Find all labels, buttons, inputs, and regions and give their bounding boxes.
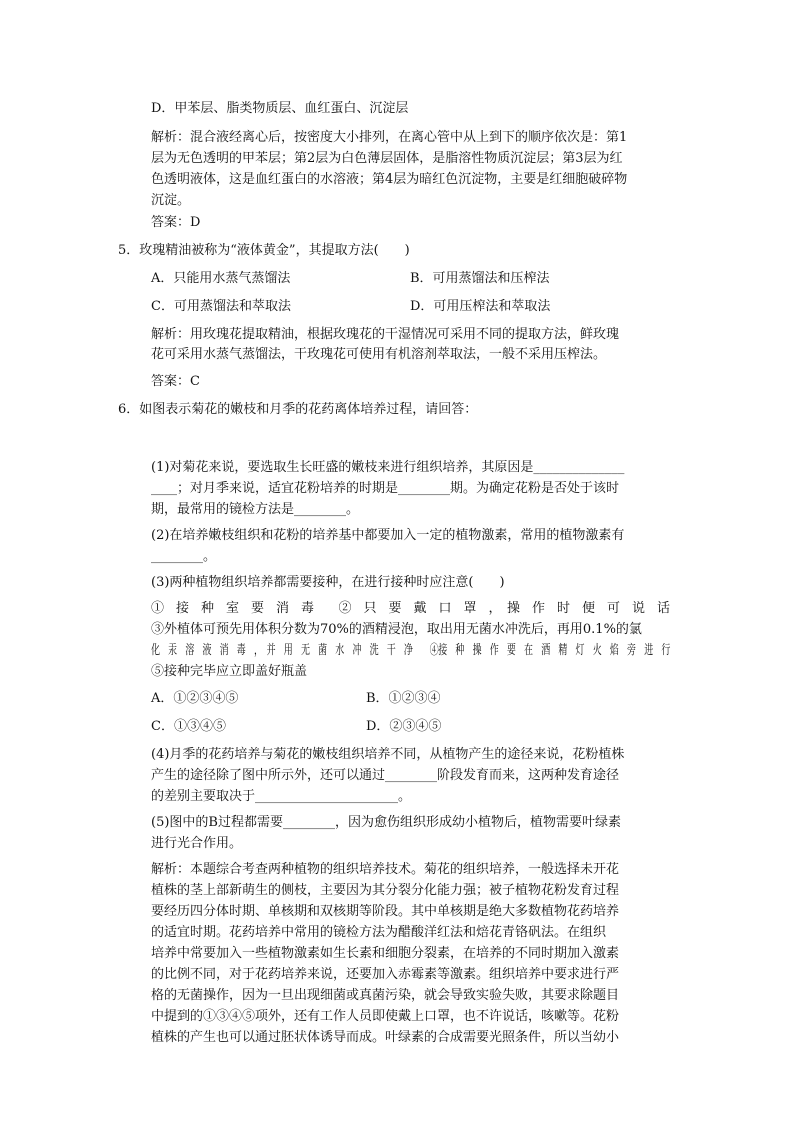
q4-explanation-line: 沉淀。: [151, 193, 191, 208]
q6-explanation-line: 培养中常要加入一些植物激素如生长素和细胞分裂素，在培养的不同时期加入激素: [151, 946, 620, 961]
q6-sub3-stem: (3)两种植物组织培养都需要接种，在进行接种时应注意( ): [151, 575, 505, 590]
q5-stem: 5．玫瑰精油被称为“液体黄金”，其提取方法( ): [118, 243, 410, 258]
q6-sub1-line: (1)对菊花来说，要选取生长旺盛的嫩枝来进行组织培养，其原因是______________: [151, 460, 625, 475]
q6-sub2-line: (2)在培养嫩枝组织和花粉的培养基中都要加入一定的植物激素，常用的植物激素有: [151, 528, 625, 543]
q6-sub3-option-c: C．①③④⑤: [151, 719, 226, 734]
q6-sub2-line: ________。: [151, 549, 217, 564]
q4-explanation-line: 层为无色透明的甲苯层；第2层为白色薄层固体，是脂溶性物质沉淀层；第3层为红: [151, 151, 623, 166]
q6-sub1-line: 期，最常用的镜检方法是________。: [151, 502, 360, 517]
q6-explanation-line: 解析：本题综合考查两种植物的组织培养技术。菊花的组织培养，一般选择未开花: [151, 862, 620, 877]
q5-option-d: D．可用压榨法和萃取法: [410, 299, 551, 314]
q6-sub3-item-line: ③外植体可预先用体积分数为70%的酒精浸泡，取出用无菌水冲洗后，再用0.1%的氯: [151, 622, 642, 637]
q6-sub3-option-b: B．①②③④: [366, 691, 441, 706]
q4-answer: 答案：D: [151, 215, 201, 230]
q5-option-b: B．可用蒸馏法和压榨法: [410, 271, 550, 286]
q6-sub3-option-d: D．②③④⑤: [366, 719, 442, 734]
q5-explanation-line: 解析：用玫瑰花提取精油，根据玫瑰花的干湿情况可采用不同的提取方法，鲜玫瑰: [151, 327, 620, 342]
q5-option-a: A．只能用水蒸气蒸馏法: [151, 271, 291, 286]
q6-stem: 6．如图表示菊花的嫩枝和月季的花药离体培养过程，请回答：: [118, 402, 478, 417]
q6-sub3-item-line: 化 汞 溶 液 消 毒 ， 并 用 无 菌 水 冲 洗 干 净 ④接 种 操 作 要 在 酒 精 灯 火 焰 旁 进 行: [151, 643, 670, 658]
q6-sub4-line: 产生的途径除了图中所示外，还可以通过________阶段发育而来，这两种发育途径: [151, 768, 620, 783]
q6-sub4-line: (4)月季的花药培养与菊花的嫩枝组织培养不同，从植物产生的途径来说，花粉植株: [151, 747, 625, 762]
q6-explanation-line: 中提到的①③④⑤项外，还有工作人员即使戴上口罩，也不许说话，咳嗽等。花粉: [151, 1009, 620, 1024]
q6-explanation-line: 的适宜时期。花药培养中常用的镜检方法为醋酸洋红法和焙花青铬矾法。在组织: [151, 925, 607, 940]
q5-answer: 答案：C: [151, 374, 200, 389]
q6-explanation-line: 的比例不同，对于花药培养来说，还要加入赤霉素等激素。组织培养中要求进行严: [151, 967, 620, 982]
q6-sub4-line: 的差别主要取决于______________________。: [151, 789, 412, 804]
q6-explanation-line: 要经历四分体时期、单核期和双核期等阶段。其中单核期是绝大多数植物花药培养: [151, 904, 620, 919]
q6-sub5-line: (5)图中的B过程都需要________，因为愈伤组织形成幼小植物后，植物需要叶绿素: [151, 815, 621, 830]
q4-option-d: D．甲苯层、脂类物质层、血红蛋白、沉淀层: [151, 101, 409, 116]
q5-option-c: C．可用蒸馏法和萃取法: [151, 299, 291, 314]
q6-sub1-line: ____；对月季来说，适宜花粉培养的时期是________期。为确定花粉是否处于该时: [151, 481, 620, 496]
q6-sub3-option-a: A．①②③④⑤: [151, 691, 239, 706]
q6-explanation-line: 植株的产生也可以通过胚状体诱导而成。叶绿素的合成需要光照条件，所以当幼小: [151, 1030, 620, 1045]
q6-sub3-item-line: ① 接 种 室 要 消 毒 ② 只 要 戴 口 罩 ， 操 作 时 便 可 说 话: [151, 601, 670, 616]
q6-sub3-item-line: ⑤接种完毕应立即盖好瓶盖: [151, 664, 308, 679]
q6-explanation-line: 植株的茎上部新萌生的侧枝，主要因为其分裂分化能力强；被子植物花粉发育过程: [151, 883, 620, 898]
q6-sub5-line: 进行光合作用。: [151, 836, 243, 851]
q4-explanation-line: 色透明液体，这是血红蛋白的水溶液；第4层为暗红色沉淀物，主要是红细胞破碎物: [151, 172, 628, 187]
q4-explanation-line: 解析：混合液经离心后，按密度大小排列，在离心管中从上到下的顺序依次是：第1: [151, 130, 628, 145]
q6-explanation-line: 格的无菌操作，因为一旦出现细菌或真菌污染，就会导致实验失败，其要求除题目: [151, 988, 620, 1003]
q5-explanation-line: 花可采用水蒸气蒸馏法，干玫瑰花可使用有机溶剂萃取法，一般不采用压榨法。: [151, 347, 607, 362]
